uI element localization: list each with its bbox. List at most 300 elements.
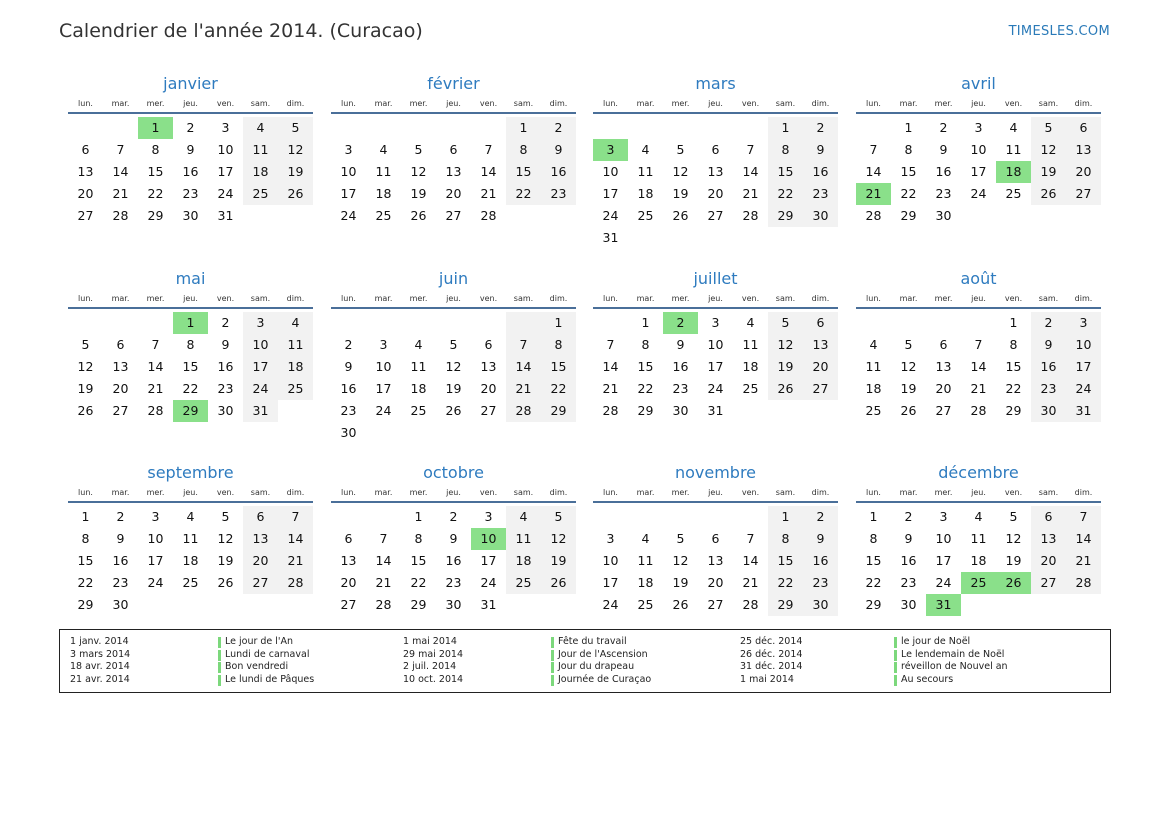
weekday-label: mar. (374, 488, 393, 497)
day-cell: 17 (602, 575, 619, 591)
day-cell: 9 (541, 139, 576, 161)
day-cell: 9 (676, 337, 685, 353)
empty-day-cell (103, 312, 138, 334)
day-cell: 29 (1005, 403, 1022, 419)
weekday-label: lun. (866, 488, 881, 497)
day-cell: 18 (865, 381, 882, 397)
legend-name-column (551, 636, 651, 686)
day-cell: 29 (77, 597, 94, 613)
empty-day-cell (891, 312, 926, 334)
weekday-label: jeu. (446, 294, 461, 303)
empty-day-cell (733, 506, 768, 528)
empty-day-cell (733, 117, 768, 139)
weekday-label: jeu. (971, 488, 986, 497)
day-cell: 11 (375, 164, 392, 180)
empty-day-cell (331, 312, 366, 334)
weekday-label: mar. (111, 294, 130, 303)
day-cell: 6 (803, 312, 838, 334)
day-cell: 13 (480, 359, 497, 375)
weekday-label: mar. (899, 294, 918, 303)
day-cell: 23 (112, 575, 129, 591)
day-cell: 20 (1066, 161, 1101, 183)
weekday-label: dim. (549, 99, 568, 108)
day-cell: 2 (803, 117, 838, 139)
day-cell: 13 (707, 553, 724, 569)
day-cell: 25 (865, 403, 882, 419)
day-cell: 4 (641, 142, 650, 158)
day-cell: 1 (1009, 315, 1018, 331)
month-name: mai (175, 269, 206, 288)
weekday-header (856, 485, 1101, 503)
day-cell: 5 (221, 509, 230, 525)
day-cell: 13 (935, 359, 952, 375)
day-cell: 24 (375, 403, 392, 419)
day-cell: 7 (746, 531, 755, 547)
day-cell: 8 (186, 337, 195, 353)
weekday-label: ven. (216, 99, 235, 108)
day-cell: 27 (1066, 183, 1101, 205)
day-cell: 4 (414, 337, 423, 353)
day-cell: 10 (217, 142, 234, 158)
weekday-label: mer. (146, 488, 165, 497)
day-cell: 23 (340, 403, 357, 419)
empty-day-cell (68, 117, 103, 139)
weekday-label: ven. (479, 99, 498, 108)
weekday-label: ven. (216, 294, 235, 303)
day-cell: 24 (1066, 378, 1101, 400)
day-cell: 27 (480, 403, 497, 419)
day-cell: 14 (375, 553, 392, 569)
day-cell: 21 (147, 381, 164, 397)
day-cell: 24 (217, 186, 234, 202)
day-cell: 20 (77, 186, 94, 202)
day-cell: 20 (1031, 550, 1066, 572)
holiday-day-cell: 1 (138, 117, 173, 139)
day-cell: 4 (641, 531, 650, 547)
day-cell: 1 (768, 117, 803, 139)
weekday-label: mar. (636, 99, 655, 108)
day-cell: 29 (900, 208, 917, 224)
holiday-day-cell: 29 (173, 400, 208, 422)
day-cell: 8 (768, 139, 803, 161)
day-cell: 28 (742, 208, 759, 224)
day-cell: 4 (746, 315, 755, 331)
day-cell: 18 (375, 186, 392, 202)
legend-name-column (218, 636, 314, 686)
day-cell: 1 (506, 117, 541, 139)
weekday-label: sam. (513, 99, 534, 108)
day-cell: 4 (974, 509, 983, 525)
weekday-header (593, 291, 838, 309)
day-cell: 18 (970, 553, 987, 569)
weekday-label: dim. (811, 488, 830, 497)
holiday-date: 25 déc. 2014 (740, 636, 803, 647)
day-cell: 24 (602, 208, 619, 224)
day-cell: 14 (970, 359, 987, 375)
day-cell: 13 (243, 528, 278, 550)
day-cell: 25 (278, 378, 313, 400)
day-cell: 10 (243, 334, 278, 356)
day-cell: 6 (1031, 506, 1066, 528)
day-cell: 10 (147, 531, 164, 547)
day-cell: 20 (340, 575, 357, 591)
day-cell: 6 (116, 337, 125, 353)
holiday-day-cell: 26 (996, 572, 1031, 594)
day-grid (331, 312, 576, 444)
day-cell: 1 (904, 120, 913, 136)
day-cell: 22 (1005, 381, 1022, 397)
day-cell: 12 (672, 553, 689, 569)
day-cell: 30 (803, 594, 838, 616)
day-cell: 27 (803, 378, 838, 400)
weekday-label: lun. (78, 99, 93, 108)
day-cell: 26 (278, 183, 313, 205)
day-cell: 12 (278, 139, 313, 161)
day-cell: 31 (243, 400, 278, 422)
empty-day-cell (68, 312, 103, 334)
day-cell: 9 (1031, 334, 1066, 356)
day-cell: 15 (182, 359, 199, 375)
day-cell: 9 (116, 531, 125, 547)
day-grid (593, 117, 838, 249)
day-cell: 13 (1031, 528, 1066, 550)
day-cell: 2 (344, 337, 353, 353)
holiday-name: Jour de l'Ascension (551, 649, 651, 662)
day-cell: 25 (1005, 186, 1022, 202)
weekday-label: dim. (811, 99, 830, 108)
day-cell: 16 (1031, 356, 1066, 378)
weekday-label: ven. (741, 99, 760, 108)
day-cell: 14 (1066, 528, 1101, 550)
holiday-date: 2 juil. 2014 (403, 661, 457, 672)
day-cell: 5 (904, 337, 913, 353)
day-cell: 12 (1031, 139, 1066, 161)
day-cell: 8 (869, 531, 878, 547)
weekday-label: mar. (111, 99, 130, 108)
day-cell: 29 (865, 597, 882, 613)
day-cell: 15 (506, 161, 541, 183)
weekday-label: mar. (374, 99, 393, 108)
day-cell: 16 (112, 553, 129, 569)
month-10 (593, 462, 838, 616)
day-cell: 18 (182, 553, 199, 569)
weekday-label: dim. (1074, 294, 1093, 303)
month-name: décembre (938, 463, 1019, 482)
empty-day-cell (103, 117, 138, 139)
weekday-label: mer. (146, 294, 165, 303)
weekday-label: mer. (409, 294, 428, 303)
weekday-label: ven. (479, 294, 498, 303)
empty-day-cell (331, 506, 366, 528)
day-cell: 27 (1031, 572, 1066, 594)
day-cell: 17 (1066, 356, 1101, 378)
month-11 (856, 462, 1101, 616)
day-cell: 22 (900, 186, 917, 202)
holiday-date: 29 mai 2014 (403, 648, 464, 660)
weekday-label: sam. (775, 294, 796, 303)
day-cell: 16 (445, 553, 462, 569)
weekday-label: mar. (374, 294, 393, 303)
day-cell: 4 (243, 117, 278, 139)
month-7 (856, 268, 1101, 422)
holiday-day-cell: 3 (593, 139, 628, 161)
day-cell: 17 (375, 381, 392, 397)
day-cell: 7 (746, 142, 755, 158)
weekday-label: mar. (899, 99, 918, 108)
empty-day-cell (663, 506, 698, 528)
day-cell: 14 (865, 164, 882, 180)
day-cell: 14 (112, 164, 129, 180)
month-name: octobre (423, 463, 484, 482)
day-cell: 20 (112, 381, 129, 397)
day-cell: 14 (742, 553, 759, 569)
day-cell: 22 (147, 186, 164, 202)
day-cell: 13 (1066, 139, 1101, 161)
month-3 (856, 73, 1101, 227)
day-cell: 8 (1009, 337, 1018, 353)
day-cell: 11 (637, 553, 654, 569)
day-cell: 24 (970, 186, 987, 202)
day-cell: 18 (243, 161, 278, 183)
holiday-name: Au secours (894, 674, 1008, 687)
day-grid (331, 506, 576, 616)
day-cell: 30 (935, 208, 952, 224)
day-cell: 3 (484, 509, 493, 525)
day-cell: 23 (803, 572, 838, 594)
day-cell: 22 (541, 378, 576, 400)
day-cell: 22 (182, 381, 199, 397)
day-cell: 6 (243, 506, 278, 528)
day-cell: 9 (803, 139, 838, 161)
day-cell: 6 (484, 337, 493, 353)
holiday-day-cell: 21 (856, 183, 891, 205)
weekday-label: jeu. (971, 99, 986, 108)
day-cell: 16 (672, 359, 689, 375)
weekday-label: mer. (934, 294, 953, 303)
day-cell: 17 (970, 164, 987, 180)
weekday-header (593, 485, 838, 503)
day-grid (856, 117, 1101, 227)
weekday-label: lun. (341, 294, 356, 303)
weekday-header (331, 485, 576, 503)
day-cell: 9 (186, 142, 195, 158)
day-cell: 7 (1066, 506, 1101, 528)
day-cell: 10 (1066, 334, 1101, 356)
empty-day-cell (663, 117, 698, 139)
holiday-name: le jour de Noël (894, 636, 1008, 649)
day-grid (331, 117, 576, 227)
weekday-label: sam. (513, 294, 534, 303)
day-cell: 7 (116, 142, 125, 158)
day-cell: 28 (1066, 572, 1101, 594)
day-cell: 1 (414, 509, 423, 525)
empty-day-cell (138, 312, 173, 334)
empty-day-cell (628, 117, 663, 139)
day-cell: 13 (707, 164, 724, 180)
day-cell: 2 (939, 120, 948, 136)
day-cell: 11 (865, 359, 882, 375)
day-cell: 18 (278, 356, 313, 378)
day-cell: 24 (243, 378, 278, 400)
day-cell: 3 (939, 509, 948, 525)
weekday-label: jeu. (708, 99, 723, 108)
day-cell: 10 (340, 164, 357, 180)
day-cell: 7 (606, 337, 615, 353)
day-cell: 9 (344, 359, 353, 375)
day-cell: 12 (410, 164, 427, 180)
day-cell: 30 (900, 597, 917, 613)
day-cell: 15 (147, 164, 164, 180)
day-cell: 20 (803, 356, 838, 378)
day-cell: 4 (506, 506, 541, 528)
day-cell: 19 (278, 161, 313, 183)
day-cell: 30 (217, 403, 234, 419)
day-cell: 29 (637, 403, 654, 419)
month-8 (68, 462, 313, 616)
weekday-header (68, 291, 313, 309)
weekday-label: mer. (671, 294, 690, 303)
day-cell: 17 (935, 553, 952, 569)
weekday-label: ven. (1004, 99, 1023, 108)
day-cell: 8 (81, 531, 90, 547)
day-cell: 5 (541, 506, 576, 528)
day-cell: 2 (449, 509, 458, 525)
weekday-label: lun. (603, 99, 618, 108)
day-cell: 15 (77, 553, 94, 569)
site-brand-link[interactable]: TIMESLES.COM (1008, 24, 1110, 39)
day-cell: 25 (637, 597, 654, 613)
day-cell: 11 (970, 531, 987, 547)
day-cell: 2 (541, 117, 576, 139)
day-cell: 20 (243, 550, 278, 572)
day-cell: 22 (410, 575, 427, 591)
empty-day-cell (471, 312, 506, 334)
month-6 (593, 268, 838, 422)
day-cell: 29 (147, 208, 164, 224)
weekday-label: mer. (934, 488, 953, 497)
day-cell: 6 (711, 531, 720, 547)
empty-day-cell (506, 312, 541, 334)
day-cell: 27 (112, 403, 129, 419)
day-cell: 5 (81, 337, 90, 353)
day-cell: 2 (904, 509, 913, 525)
day-cell: 10 (602, 553, 619, 569)
holiday-date: 3 mars 2014 (70, 648, 131, 660)
day-cell: 15 (768, 550, 803, 572)
day-cell: 11 (182, 531, 199, 547)
day-cell: 29 (768, 594, 803, 616)
day-cell: 13 (803, 334, 838, 356)
weekday-label: jeu. (183, 99, 198, 108)
day-cell: 25 (182, 575, 199, 591)
day-cell: 3 (221, 120, 230, 136)
day-cell: 16 (541, 161, 576, 183)
day-cell: 17 (340, 186, 357, 202)
month-name: août (960, 269, 997, 288)
weekday-label: sam. (1038, 488, 1059, 497)
weekday-label: jeu. (708, 488, 723, 497)
day-cell: 19 (1031, 161, 1066, 183)
day-cell: 9 (221, 337, 230, 353)
day-grid (856, 506, 1101, 616)
day-cell: 27 (243, 572, 278, 594)
day-cell: 23 (672, 381, 689, 397)
day-cell: 29 (410, 597, 427, 613)
day-cell: 21 (278, 550, 313, 572)
day-cell: 22 (865, 575, 882, 591)
day-cell: 3 (344, 142, 353, 158)
day-cell: 19 (672, 575, 689, 591)
day-cell: 11 (506, 528, 541, 550)
weekday-label: dim. (286, 99, 305, 108)
day-cell: 22 (637, 381, 654, 397)
month-name: avril (961, 74, 996, 93)
day-cell: 25 (410, 403, 427, 419)
day-cell: 17 (217, 164, 234, 180)
weekday-label: sam. (250, 488, 271, 497)
day-cell: 3 (243, 312, 278, 334)
day-cell: 20 (445, 186, 462, 202)
weekday-label: lun. (603, 488, 618, 497)
weekday-label: mar. (899, 488, 918, 497)
day-cell: 15 (1005, 359, 1022, 375)
weekday-label: jeu. (446, 99, 461, 108)
day-cell: 1 (641, 315, 650, 331)
day-cell: 28 (375, 597, 392, 613)
day-cell: 31 (217, 208, 234, 224)
day-cell: 16 (217, 359, 234, 375)
day-cell: 28 (602, 403, 619, 419)
day-cell: 5 (768, 312, 803, 334)
day-cell: 22 (77, 575, 94, 591)
day-cell: 11 (243, 139, 278, 161)
day-cell: 27 (935, 403, 952, 419)
day-cell: 16 (803, 550, 838, 572)
day-cell: 22 (768, 572, 803, 594)
day-cell: 3 (974, 120, 983, 136)
day-cell: 23 (1031, 378, 1066, 400)
day-cell: 5 (449, 337, 458, 353)
weekday-label: dim. (286, 294, 305, 303)
weekday-label: jeu. (446, 488, 461, 497)
day-cell: 23 (803, 183, 838, 205)
holiday-name: réveillon de Nouvel an (894, 661, 1008, 674)
weekday-label: dim. (1074, 488, 1093, 497)
weekday-header (593, 96, 838, 114)
day-cell: 21 (375, 575, 392, 591)
day-cell: 22 (506, 183, 541, 205)
holiday-date: 1 janv. 2014 (70, 636, 129, 647)
day-cell: 14 (480, 164, 497, 180)
holiday-date: 10 oct. 2014 (403, 673, 464, 685)
day-cell: 21 (1066, 550, 1101, 572)
month-name: novembre (674, 463, 757, 482)
day-cell: 23 (217, 381, 234, 397)
day-cell: 8 (541, 334, 576, 356)
day-cell: 8 (768, 528, 803, 550)
weekday-label: ven. (741, 294, 760, 303)
holiday-date: 31 déc. 2014 (740, 661, 803, 672)
day-cell: 27 (77, 208, 94, 224)
day-cell: 8 (414, 531, 423, 547)
day-cell: 28 (742, 597, 759, 613)
day-cell: 19 (1005, 553, 1022, 569)
month-name: février (427, 74, 480, 93)
day-cell: 17 (480, 553, 497, 569)
weekday-label: jeu. (183, 294, 198, 303)
day-cell: 17 (707, 359, 724, 375)
weekday-label: lun. (603, 294, 618, 303)
